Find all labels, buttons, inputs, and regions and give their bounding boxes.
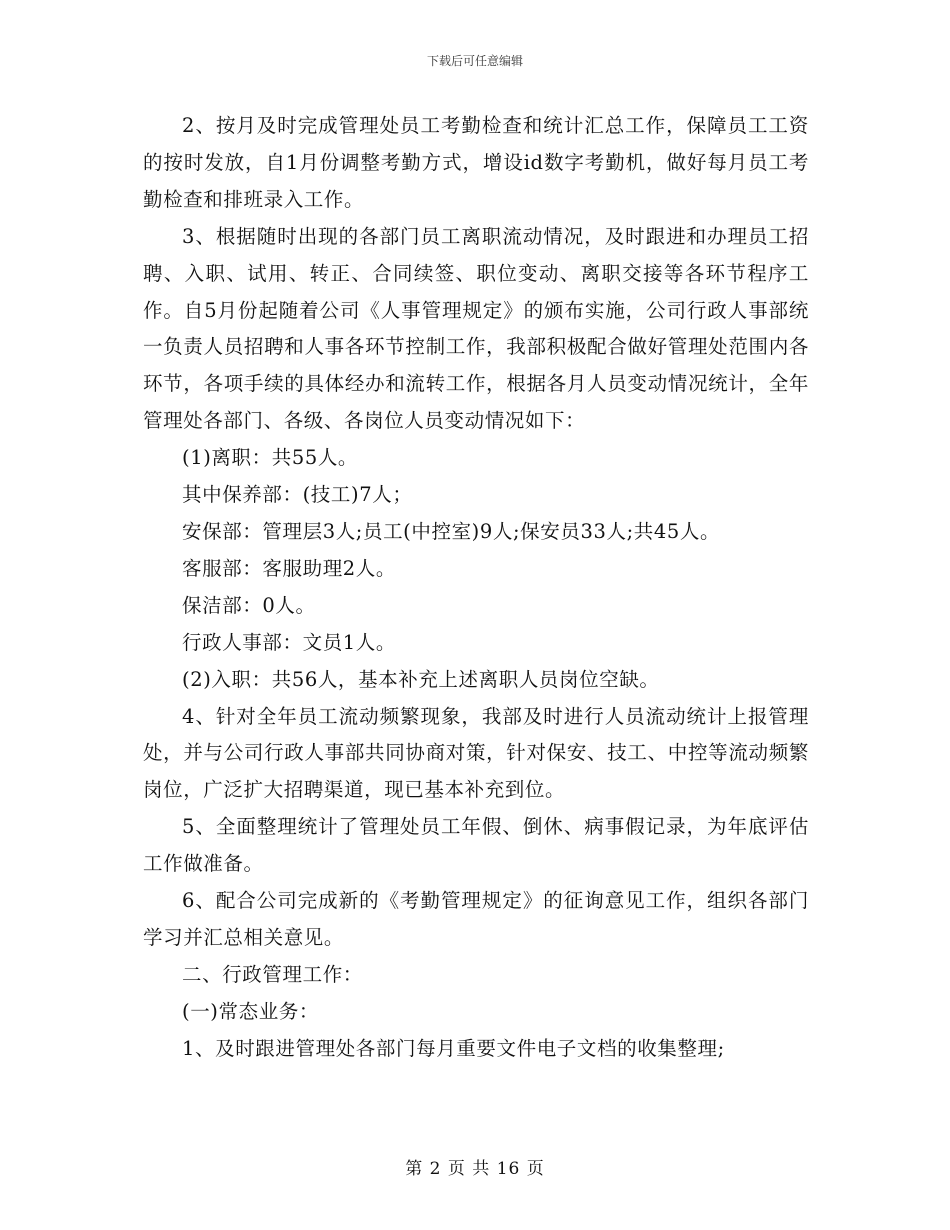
- page-header: 下载后可任意编辑: [426, 54, 523, 68]
- paragraph-turnover-response: 4、针对全年员工流动频繁现象，我部及时进行人员流动统计上报管理处，并与公司行政人事部共同协商对策，针对保安、技工、中控等流动频繁岗位，广泛扩大招聘渠道，现已基本补充到位。: [143, 704, 809, 802]
- paragraph-attendance: 2、按月及时完成管理处员工考勤检查和统计汇总工作，保障员工工资的按时发放，自1月份调整考勤方式，增设id数字考勤机，做好每月员工考勤检查和排班录入工作。: [143, 114, 809, 211]
- paragraph-leave-records: 5、全面整理统计了管理处员工年假、倒休、病事假记录，为年底评估工作做准备。: [143, 815, 809, 876]
- section-heading-admin: 二、行政管理工作：: [182, 962, 363, 986]
- paragraph-admin-hr-dept: 行政人事部：文员1人。: [182, 630, 397, 654]
- paragraph-customer-service-dept: 客服部：客服助理2人。: [182, 556, 397, 580]
- paragraph-staff-turnover: 3、根据随时出现的各部门员工离职流动情况，及时跟进和办理员工招聘、入职、试用、转正、合同续签、职位变动、离职交接等各环节程序工作。自5月份起随着公司《人事管理规定》的颁布实施，公司行政人事部统一负责人员招聘和人事各环节控制工作，我部积极配合做好管理处范围内各环节，各项手续的具体经办和流转工作，根据各月人员变动情况统计，全年管理处各部门、各级、各岗位人员变动情况如下：: [143, 224, 809, 433]
- paragraph-maintenance-dept: 其中保养部：(技工)7人；: [182, 483, 413, 507]
- page-footer: 第 2 页 共 16 页: [405, 1159, 545, 1179]
- paragraph-cleaning-dept: 保洁部：0人。: [182, 593, 316, 617]
- paragraph-resignations: (1)离职：共55人。: [182, 446, 359, 470]
- paragraph-document-archiving: 1、及时跟进管理处各部门每月重要文件电子文档的收集整理;: [182, 1036, 725, 1060]
- paragraph-security-dept: 安保部：管理层3人;员工(中控室)9人;保安员33人;共45人。: [182, 519, 721, 543]
- document-body: [143, 108, 809, 1068]
- subsection-heading-routine: (一)常态业务：: [182, 999, 320, 1023]
- paragraph-attendance-regulation: 6、配合公司完成新的《考勤管理规定》的征询意见工作，组织各部门学习并汇总相关意见。: [143, 889, 809, 949]
- paragraph-new-hires: (2)入职：共56人，基本补充上述离职人员岗位空缺。: [182, 667, 660, 691]
